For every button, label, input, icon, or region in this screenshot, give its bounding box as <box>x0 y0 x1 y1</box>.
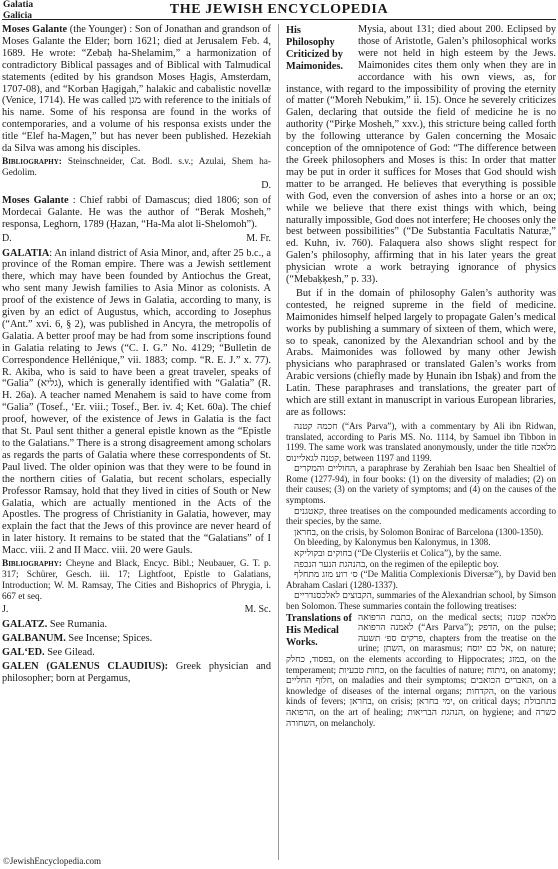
list-item: ס׳ רוע מזג מתחלף (“De Malitia Complexionis Diversæ”), by David ben Abraham Caslari (1280-1337). <box>286 569 556 590</box>
entry-heading: Moses Galante <box>2 194 69 206</box>
margin-note: His Philosophy Criticized by Maimonides. <box>286 25 343 72</box>
entry-heading: GAL‘ED. <box>2 646 45 658</box>
list-item: חכמה קטנה (“Ars Parva”), with a commentary by Ali ibn Ridwan, translated, according to Paris MS. No. 1114, by Samuel ibn Tibbon in 1199. The same work was translated anonymously, under the title מלאכה קטנה לגאליינוס, between 1197 and 1199. <box>286 420 556 463</box>
right-column <box>286 24 556 728</box>
entry-galatz <box>2 619 271 631</box>
list-item: החוליים והמקרים, a paraphrase by Zerahiah ben Isaac ben Shealtiel of Rome (1277-94), in four books: (1) on the diversity of maladies; (2) on their causes; (3) on the variety of symptoms; and (4) on the causes of the symptoms. <box>286 463 556 506</box>
bibliography-text: Cheyne and Black, Encyc. Bibl.; Neubauer, G. T. p. 317; Schürer, Gesch. iii. 17; Lightfoot, Epistle to Galatians, Introduction; W. M. Ramsay, The Cities and Bishoprics of Phrygia, i. 667 et seq. <box>2 559 271 603</box>
entry-heading: GALATIA <box>2 247 50 259</box>
entry-galatia <box>2 248 271 558</box>
signature <box>2 604 271 616</box>
entry-moses-galante-younger <box>2 24 271 155</box>
signature <box>2 180 271 192</box>
column-divider <box>278 24 279 860</box>
entry-heading: GALEN (GALENUS CLAUDIUS): <box>2 660 169 672</box>
cross-reference[interactable]: See Rumania. <box>47 618 108 630</box>
list-item-text: כתבת הרפואה, on the medical sects; מלאכה קטנה לאמנה הרפואה (“Ars Parva”); הדפק, on the pulse; פרקים ספ׳ תשעה, chapters from the treatise on the urine; השתן, on marasmus; אל כם יוסח, on nature; בפסוד, כחלק, on the elements according to Hippocrates; במזג, on the temperament; כחות טבעיות, on the faculties of nature; ניתוח, on anatomy; חלוף החליים, on maladies and their symptoms; האברים הכואבים, on a knowledge of diseases of the internal organs; הקדחות, on the various kinds of fevers; בחראן, on crisis; ימי בחראן, on critical days; בתחבולת הרפואה, on the art of healing; הנהגת הבריאות, on hygiene; and כשרה השחורה, on melancholy. <box>286 611 557 728</box>
left-column <box>2 24 271 687</box>
list-item: קאטגנים, three treatises on the compounded medicaments according to their species, by the same. <box>286 505 556 527</box>
signature-editor: D. <box>2 232 12 244</box>
entry-galed <box>2 647 271 659</box>
running-head-first: Galatia <box>3 0 34 10</box>
bibliography-label: Bibliography: <box>2 559 62 570</box>
bibliography <box>2 157 271 179</box>
signature-author: M. Fr. <box>246 232 271 244</box>
entry-galbanum <box>2 633 271 645</box>
list-item: בחוקים ובקוליקא (“De Clysteriis et Colica”), by the same. <box>294 548 502 559</box>
entry-text: : An inland district of Asia Minor, and, after 25 b.c., a province of the Roman empire. There was a Jewish settlement there, which may have been founded by Antiochus the Great, who sent many Jewish families to Asia Minor as colonists. A proof of the existence of Jews in Galatia, according to many, is given by an edict of Augustus, which, according to Josephus (“Ant.” xvi. 6, § 2), was published in Ancyra, the metropolis of Galatia. A better proof may be had from some inscriptions found in Galatia relating to Jews (“C. I. G.” No. 4129; “Bulletin de Correspondence Hellénique,” vii. 1883; comp. “R. E. J.” x. 77). R. Akiba, who is said to have been a great traveler, speaks of “Galia” (גליא), which is generally identified with “Galatia” (R. H. 26a). A teacher named Menahem is said to have come from “Galia” (Tosef., ‘Er. viii.; Tosef., Ber. iv. 4; Ket. 60a). The chief proof, however, of the existence of Jews in Galatia is the fact that St. Paul sent thither a general epistle known as the “Epistle to the Galatians.” There is a strong disagreement among scholars as regards the parts of Galatia where these correspondents of St. Paul lived. The older opinion was that they were to be found in the northern cities of Galatia, but recent scholars, especially Professor Ramsay, hold that they lived in cities of South or New Galatia, which are actually mentioned in the Acts of the Apostles. The progress of Christianity in Galatia, however, may explain the fact that the Jews of this province are never heard of in later history. It remains to be stated that the “Galatians” of I Macc. viii. 2 and II Macc. viii. 20 were Gauls. <box>2 247 271 557</box>
header-rule <box>2 19 556 20</box>
list-item: בחראן, on the crisis, by Solomon Bonirac of Barcelona (1300-1350). <box>294 526 544 537</box>
list-item: בהנהגת הנער הנכפה, on the regimen of the epileptic boy. <box>294 558 499 569</box>
entry-text: : Chief rabbi of Damascus; died 1806; son of Mordecai Galante. He was the author of “Berak Mosheh,” responsa, Leghorn, 1789 (Ḥazan, “Ha-Ma alot li-Shelomoh”). <box>2 194 271 230</box>
bibliography <box>2 559 271 603</box>
entry-galen <box>2 661 271 685</box>
running-head-last: Galicia <box>3 10 33 21</box>
signature-author: M. Sc. <box>244 604 271 616</box>
signature <box>2 233 271 245</box>
bibliography-label: Bibliography: <box>2 156 62 167</box>
entry-text: Greek physician and philosopher; born at Pergamus, <box>2 660 271 684</box>
entry-text: Mysia, about 131; died about 200. Eclipsed by those of Aristotle, Galen’s philosophical works were not held in high esteem by the Jews. Maimonides cites them only when they are in accordance with his own views, as, for instance, with regard to the impossibility of proving the eternity of matter (“Moreh Nebukim,” ii. 15). Once he severely criticizes Galen, declaring that outside the field of medicine he is no authority (“Pirḳe Mosheh,” xxv.), this stricture being called forth by the following utterance by Galen concerning the Mosaic conception of the omnipotence of God: “The difference between the Greek philosophers and Moses is this: In order that matter may be put in order it suffices for Moses that God should wish matter to be arranged. He believes that everything is possible with God, even the conversion of ashes into a horse or an ox; while we believe that there exist things with which, being naturally impossible, God does not interfere; He chooses only the best between possibilities” (“De Substantia Facultatis Naturæ,” ed. Kuhn, iv. 760). Falaquera also shows slight respect for Galen’s philosophy, affirming that in his later years the great physician wrote a work betraying ignorance of physics (“Mebaḳḳesh,” p. 33). <box>286 24 556 286</box>
list-item: הקבוצים לאלכסנדריים, summaries of the Alexandrian school, by Simson ben Solomon. These summaries contain the following treatises: <box>286 590 556 611</box>
entry-moses-galante-damascus <box>2 195 271 231</box>
page-header <box>0 0 558 22</box>
watermark-copyright[interactable]: ©JewishEncyclopedia.com <box>3 856 102 866</box>
list-item: On bleeding, by Kalonymus ben Kalonymus, in 1308. <box>294 537 491 548</box>
entry-text: (the Younger) : Son of Jonathan and grandson of Moses Galante the Elder; born 1621; died at Jerusalem Feb. 4, 1689. He wrote: “Zebaḥ ha-Shelamim,” a harmonization of contradictory Biblical passages and of Biblical with Talmudical statements (edited by his grandson Moses Ḥagis, Amsterdam, 1707-08), and “Korban Ḥagigah,” halakic and cabalistic novellæ (Venice, 1714). He was called מגן with reference to the initials of his name. Some of his responsa are found in the works of contemporaries, and a volume of his responsa exists under the title “Elef ha-Magen,” but has never been published. Hezekiah da Silva was among his disciples. <box>2 24 272 155</box>
page-title: THE JEWISH ENCYCLOPEDIA <box>169 2 389 17</box>
cross-reference[interactable]: See Incense; Spices. <box>65 632 153 644</box>
margin-note: Translations of His Medical Works. <box>286 612 352 648</box>
bibliography-text: Steinschneider, Cat. Bodl. s.v.; Azulai, Shem ha-Gedolim. <box>2 156 271 178</box>
entry-galen-continued <box>286 24 556 286</box>
list-item <box>286 612 556 729</box>
entry-heading: Moses Galante <box>2 24 68 35</box>
signature-editor: J. <box>2 604 9 616</box>
paragraph: But if in the domain of philosophy Galen’s authority was contested, he reigned supreme in the field of medicine. Maimonides himself helped largely to propagate Galen’s medical works by publishing a summary of sixteen of them, which were, so to speak, canonized by the Alexandrian school and by the Arabs. Maimonides was followed by many other Jewish physicians who paraphrased or translated Galen’s works from Arabic versions (chiefly made by Ḥunain ibn Isḥaḳ) and from the Latin. These paraphrases and translations, the greater part of which are still extant in manuscript in various European libraries, are as follows: <box>286 287 556 418</box>
entry-heading: GALBANUM. <box>2 632 66 644</box>
entry-heading: GALATZ. <box>2 618 48 630</box>
cross-reference[interactable]: See Gilead. <box>44 646 95 658</box>
signature-author: D. <box>261 179 271 191</box>
